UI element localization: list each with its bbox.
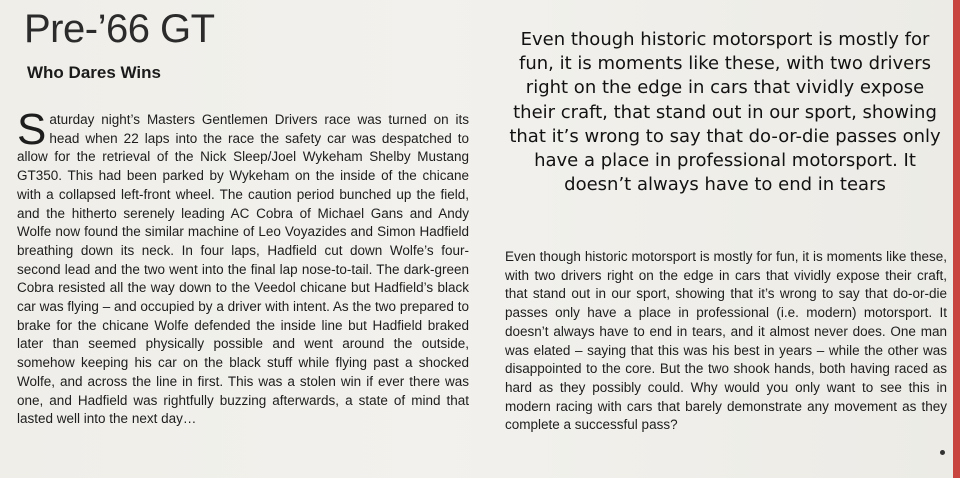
- page-edge-accent: [953, 0, 960, 478]
- article-subtitle: Who Dares Wins: [27, 63, 161, 82]
- drop-cap: S: [17, 105, 47, 154]
- right-column-body: Even though historic motorsport is mostly for fun, it is moments like these, with two drivers right on the edge in cars that vividly expose their craft, that stand out in our sport, showing that it’s wrong to say that do-or-die passes only have a place in professional (i.e. modern) motorsport. It doesn’t always have to end in tears, and it almost never does. One man was elated – saying that this was his best in years – while the other was disappointed to the core. But the two shook hands, both having raced as hard as they possibly could. Why would you only want to see this in modern racing with cars that barely demonstrate any movement as they complete a successful pass?: [505, 249, 947, 433]
- left-column-text: aturday night’s Masters Gentlemen Drivers race was turned on its head when 22 laps into the race the safety car was despatched to allow for the retrieval of the Nick Sleep/Joel Wykeham Shelby Mustang GT350. This had been parked by Wykeham on the inside of the chicane with a collapsed left-front wheel. The caution period bunched up the field, and the hitherto serenely leading AC Cobra of Michael Gans and Andy Wolfe now found the similar machine of Leo Voyazides and Simon Hadfield breathing down its neck. In four laps, Hadfield cut down Wolfe’s four-second lead and the two went into the final lap nose-to-tail. The dark-green Cobra resisted all the way down to the Veedol chicane but Hadfield’s black car was flying – and occupied by a driver with intent. As the two prepared to brake for the chicane Wolfe defended the inside line but Hadfield braked later than seemed physically possible and went around the outside, somehow keeping his car on the black stuff while flying past a shocked Wolfe, and across the line in first. This was a stolen win if ever there was one, and Hadfield was rightfully buzzing afterwards, a state of mind that lasted well into the next day…: [17, 112, 469, 427]
- end-of-article-dot: [940, 450, 945, 455]
- section-title: Pre-’66 GT: [24, 7, 215, 51]
- pull-quote: Even though historic motorsport is mostly for fun, it is moments like these, with two drivers right on the edge in cars that vividly expose their craft, that stand out in our sport, showing that it’s wrong to say that do-or-die passes only have a place in professional motorsport. It doesn’t always have to end in tears: [509, 29, 941, 196]
- left-column-body: [17, 105, 469, 429]
